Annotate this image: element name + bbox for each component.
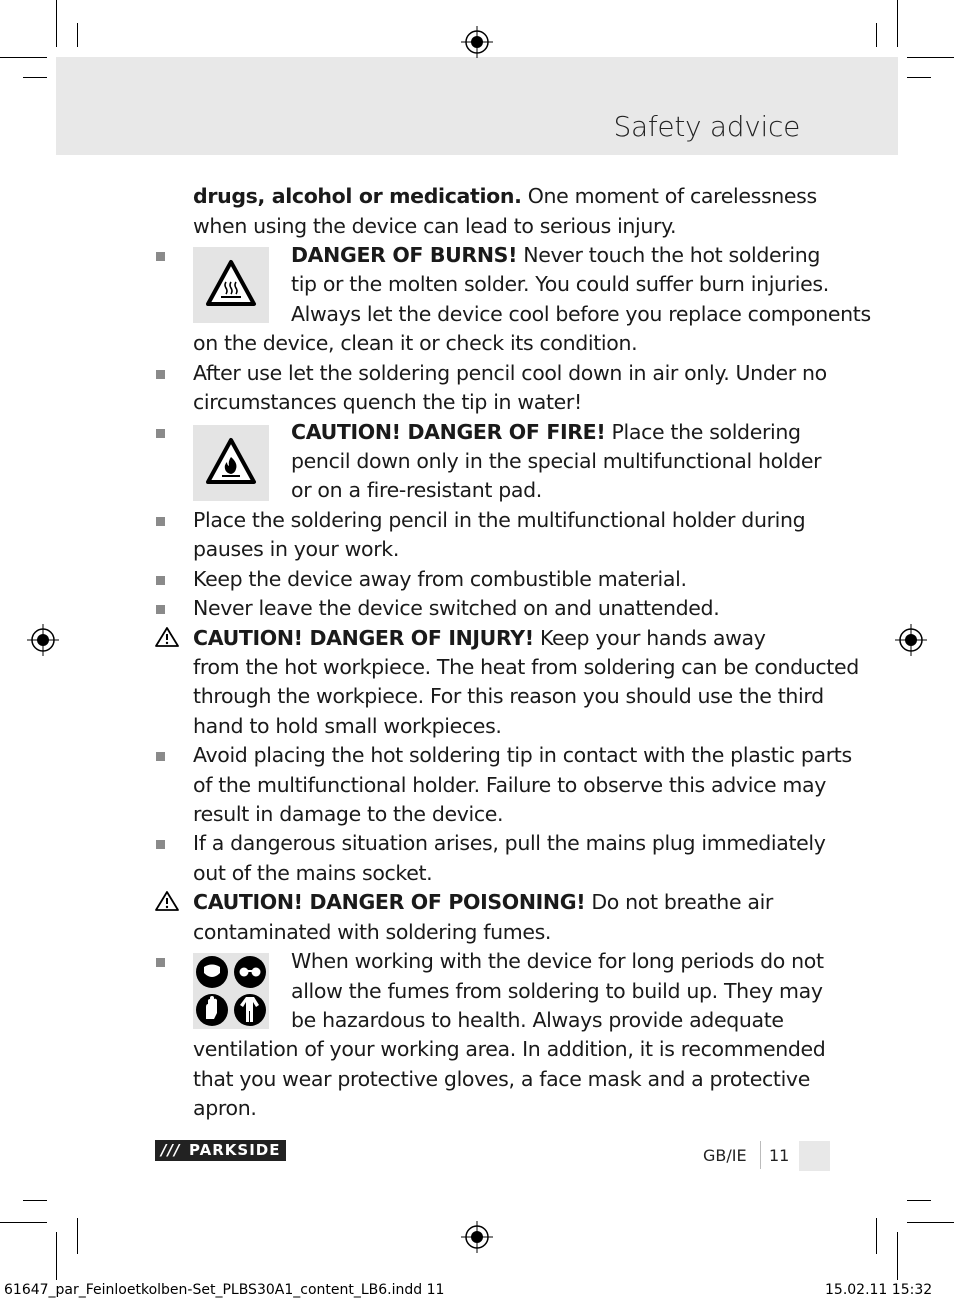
square-bullet-icon — [156, 517, 165, 526]
page-number: 11 — [769, 1146, 790, 1165]
text-line: on the device, clean it or check its condition. — [193, 331, 638, 355]
registration-mark-icon — [461, 26, 493, 58]
text-line: ventilation of your working area. In addition, it is recommended — [193, 1037, 826, 1061]
text-line: when using the device can lead to serious injury. — [193, 214, 677, 238]
print-slug-file: 61647_par_Feinloetkolben-Set_PLBS30A1_content_LB6.indd 11 — [4, 1282, 445, 1298]
text-line: Avoid placing the hot soldering tip in contact with the plastic parts — [193, 743, 852, 767]
text-line: CAUTION! DANGER OF FIRE! Place the soldering — [291, 420, 801, 444]
square-bullet-icon — [156, 252, 165, 261]
protective-equipment-icon — [193, 953, 269, 1029]
text-line: Always let the device cool before you replace components — [291, 302, 871, 326]
text-line: apron. — [193, 1096, 257, 1120]
text-line: out of the mains socket. — [193, 861, 433, 885]
text-line: drugs, alcohol or medication. One moment of carelessness — [193, 184, 817, 208]
language-code: GB/IE — [703, 1146, 747, 1165]
text-line: tip or the molten solder. You could suffer burn injuries. — [291, 272, 829, 296]
registration-mark-icon — [27, 624, 59, 656]
text-line: DANGER OF BURNS! Never touch the hot soldering — [291, 243, 821, 267]
text-line: pauses in your work. — [193, 537, 399, 561]
text-line: CAUTION! DANGER OF POISONING! Do not breathe air — [193, 890, 774, 914]
text-line: circumstances quench the tip in water! — [193, 390, 582, 414]
footer-divider — [760, 1141, 761, 1169]
text-line: CAUTION! DANGER OF INJURY! Keep your hands away — [193, 626, 766, 650]
registration-mark-icon — [895, 624, 927, 656]
warning-triangle-icon — [154, 626, 180, 648]
square-bullet-icon — [156, 429, 165, 438]
parkside-logo: /// PARKSIDE — [155, 1140, 286, 1161]
text-line: that you wear protective gloves, a face mask and a protective — [193, 1067, 810, 1091]
text-line: After use let the soldering pencil cool down in air only. Under no — [193, 361, 827, 385]
text-line: hand to hold small workpieces. — [193, 714, 502, 738]
text-line: Keep the device away from combustible material. — [193, 567, 687, 591]
hot-surface-warning-icon — [193, 247, 269, 323]
square-bullet-icon — [156, 370, 165, 379]
fire-warning-icon — [193, 425, 269, 501]
text-line: Place the soldering pencil in the multifunctional holder during — [193, 508, 806, 532]
square-bullet-icon — [156, 840, 165, 849]
text-line: be hazardous to health. Always provide adequate — [291, 1008, 784, 1032]
registration-mark-icon — [461, 1221, 493, 1253]
footer-tab — [799, 1141, 830, 1171]
text-line: pencil down only in the special multifunctional holder — [291, 449, 822, 473]
text-line: allow the fumes from soldering to build up. They may — [291, 979, 823, 1003]
print-slug-datetime: 15.02.11 15:32 — [825, 1282, 933, 1298]
warning-triangle-icon — [154, 890, 180, 912]
text-line: through the workpiece. For this reason you should use the third — [193, 684, 824, 708]
text-line: contaminated with soldering fumes. — [193, 920, 552, 944]
text-line: or on a fire-resistant pad. — [291, 478, 542, 502]
text-line: When working with the device for long periods do not — [291, 949, 824, 973]
text-line: Never leave the device switched on and unattended. — [193, 596, 720, 620]
square-bullet-icon — [156, 605, 165, 614]
text-line: of the multifunctional holder. Failure to observe this advice may — [193, 773, 827, 797]
text-line: from the hot workpiece. The heat from soldering can be conducted — [193, 655, 859, 679]
square-bullet-icon — [156, 576, 165, 585]
page-title: Safety advice — [613, 110, 800, 143]
square-bullet-icon — [156, 752, 165, 761]
text-line: result in damage to the device. — [193, 802, 504, 826]
square-bullet-icon — [156, 958, 165, 967]
text-line: If a dangerous situation arises, pull the mains plug immediately — [193, 831, 826, 855]
